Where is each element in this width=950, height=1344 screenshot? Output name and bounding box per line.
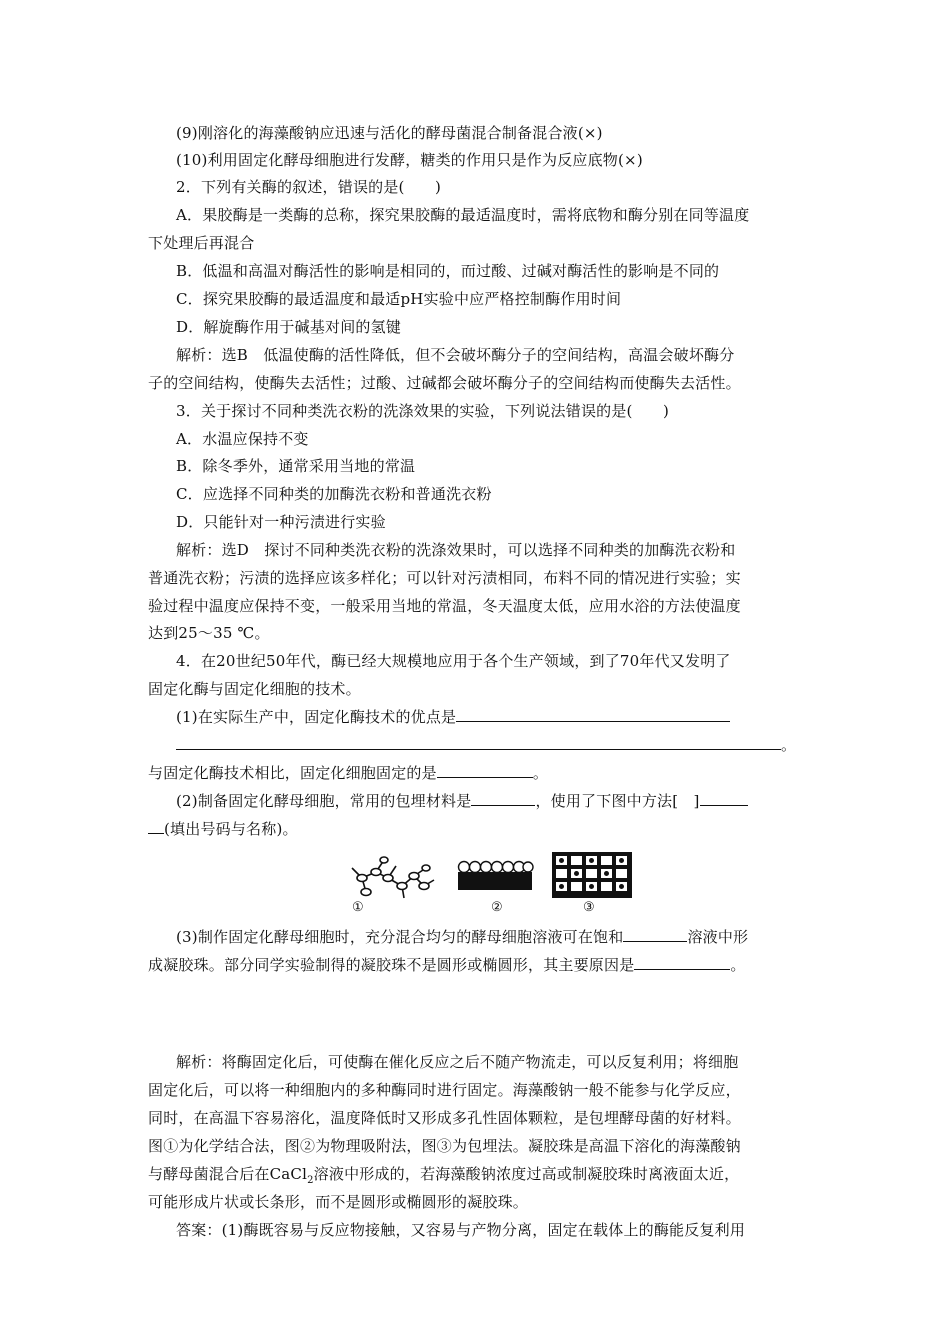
q3-explanation-cont-2: 验过程中温度应保持不变，一般采用当地的常温，冬天温度太低，应用水浴的方法使温度 bbox=[148, 597, 741, 615]
answer-blank[interactable] bbox=[456, 707, 730, 722]
q4-analysis: 解析：将酶固定化后，可使酶在催化反应之后不随产物流走，可以反复利用；将细胞 bbox=[176, 1053, 739, 1071]
item-10: (10)利用固定化酵母细胞进行发酵，糖类的作用只是作为反应底物(×) bbox=[176, 151, 643, 169]
q4-part-1-text: (1)在实际生产中，固定化酶技术的优点是 bbox=[176, 708, 457, 726]
q4-part-3-end-2: 。 bbox=[730, 956, 746, 974]
figure-label-1: ① bbox=[352, 900, 364, 915]
q4-part-2-mid: ，使用了下图中方法[ ] bbox=[535, 792, 700, 810]
q4-part-1-end: 。 bbox=[781, 736, 797, 754]
answer-blank[interactable] bbox=[700, 791, 748, 806]
q4-part-1 bbox=[176, 707, 730, 727]
q4-part-2-text: (2)制备固定化酵母细胞，常用的包埋材料是 bbox=[176, 792, 472, 810]
q4-part-3 bbox=[176, 927, 748, 947]
q4-analysis-cont-1: 固定化后，可以将一种细胞内的多种酶同时进行固定。海藻酸钠一般不能参与化学反应， bbox=[148, 1081, 741, 1099]
q2-option-d: D．解旋酶作用于碱基对间的氢键 bbox=[176, 318, 402, 336]
question-3: 3．关于探讨不同种类洗衣粉的洗涤效果的实验，下列说法错误的是( ) bbox=[176, 402, 670, 420]
q3-option-d: D．只能针对一种污渍进行实验 bbox=[176, 513, 386, 531]
answer-blank[interactable] bbox=[623, 927, 687, 942]
question-4-cont: 固定化酶与固定化细胞的技术。 bbox=[148, 680, 361, 698]
immobilization-methods-figure bbox=[340, 850, 640, 925]
question-2: 2．下列有关酶的叙述，错误的是( ) bbox=[176, 178, 442, 196]
answer-blank[interactable] bbox=[471, 791, 535, 806]
q4-part-3-text-2: 成凝胶珠。部分同学实验制得的凝胶珠不是圆形或椭圆形，其主要原因是 bbox=[148, 956, 635, 974]
figure-label-3: ③ bbox=[583, 900, 595, 915]
q2-option-a: A．果胶酶是一类酶的总称，探究果胶酶的最适温度时，需将底物和酶分别在同等温度 bbox=[176, 206, 750, 224]
answer-blank[interactable] bbox=[634, 955, 730, 970]
figure-2-physical-adsorption bbox=[458, 862, 533, 891]
item-9: (9)刚溶化的海藻酸钠应迅速与活化的酵母菌混合制备混合液(×) bbox=[176, 124, 603, 142]
q3-explanation-cont-1: 普通洗衣粉；污渍的选择应该多样化；可以针对污渍相同，布料不同的情况进行实验；实 bbox=[148, 569, 741, 587]
q4-part-3-text: (3)制作固定化酵母细胞时，充分混合均匀的酵母细胞溶液可在饱和 bbox=[176, 928, 624, 946]
q3-option-b: B．除冬季外，通常采用当地的常温 bbox=[176, 457, 416, 475]
answer-blank[interactable] bbox=[437, 763, 533, 778]
q4-part-3-end: 溶液中形 bbox=[687, 928, 749, 946]
q4-analysis-cont-3: 图①为化学结合法，图②为物理吸附法，图③为包埋法。凝胶珠是高温下溶化的海藻酸钠 bbox=[148, 1137, 741, 1155]
q4-part-1-line-2 bbox=[176, 735, 796, 755]
q2-option-b: B．低温和高温对酶活性的影响是相同的，而过酸、过碱对酶活性的影响是不同的 bbox=[176, 262, 720, 280]
q4-part-2-note: (填出号码与名称)。 bbox=[164, 820, 298, 838]
q2-explanation-cont: 子的空间结构，使酶失去活性；过酸、过碱都会破坏酶分子的空间结构而使酶失去活性。 bbox=[148, 374, 741, 392]
q4-part-2 bbox=[176, 791, 748, 811]
q2-option-c: C．探究果胶酶的最适温度和最适pH实验中应严格控制酶作用时间 bbox=[176, 290, 622, 308]
q4-part-3-line-2 bbox=[148, 955, 746, 975]
q4-analysis-cont-2: 同时，在高温下容易溶化，温度降低时又形成多孔性固体颗粒，是包埋酵母菌的好材料。 bbox=[148, 1109, 741, 1127]
q4-answer: 答案：(1)酶既容易与反应物接触，又容易与产物分离，固定在载体上的酶能反复利用 bbox=[176, 1221, 746, 1239]
q4-part-2-line-2 bbox=[148, 819, 298, 839]
answer-blank[interactable] bbox=[148, 819, 164, 834]
question-4: 4．在20世纪50年代，酶已经大规模地应用于各个生产领域，到了70年代又发明了 bbox=[176, 652, 731, 670]
q2-option-a-cont: 下处理后再混合 bbox=[148, 234, 255, 252]
q3-explanation-cont-3: 达到25～35 ℃。 bbox=[148, 624, 270, 642]
subscript-2: 2 bbox=[307, 1175, 314, 1186]
figure-3-embedding bbox=[552, 852, 632, 898]
q3-option-c: C．应选择不同种类的加酶洗衣粉和普通洗衣粉 bbox=[176, 485, 492, 503]
q4-part-1-line-3 bbox=[148, 763, 548, 783]
analysis-text-b: 溶液中形成的，若海藻酸钠浓度过高或制凝胶珠时离液面太近， bbox=[313, 1165, 740, 1183]
q4-analysis-cont-4 bbox=[148, 1164, 739, 1191]
q3-explanation: 解析：选D 探讨不同种类洗衣粉的洗涤效果时，可以选择不同种类的加酶洗衣粉和 bbox=[176, 541, 736, 559]
analysis-text-a: 与酵母菌混合后在CaCl bbox=[148, 1165, 308, 1183]
q2-explanation: 解析：选B 低温使酶的活性降低，但不会破坏酶分子的空间结构，高温会破坏酶分 bbox=[176, 346, 735, 364]
q3-option-a: A．水温应保持不变 bbox=[176, 430, 309, 448]
figure-1-chemical-binding bbox=[352, 857, 434, 898]
q4-analysis-cont-5: 可能形成片状或长条形，而不是圆形或椭圆形的凝胶珠。 bbox=[148, 1193, 529, 1211]
figure-label-2: ② bbox=[491, 900, 503, 915]
q4-part-1-cell-text: 与固定化酶技术相比，固定化细胞固定的是 bbox=[148, 764, 437, 782]
q4-part-1-cell-end: 。 bbox=[532, 764, 549, 782]
answer-blank[interactable] bbox=[176, 735, 781, 750]
